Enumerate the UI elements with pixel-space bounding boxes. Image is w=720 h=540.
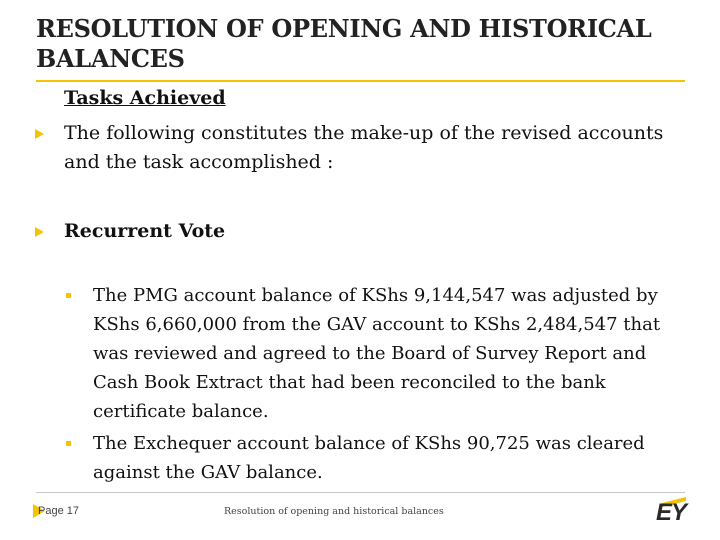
footer-caption: Resolution of opening and historical balances <box>224 506 444 517</box>
sub-bullet-text: The PMG account balance of KShs 9,144,547 was adjusted by KShs 6,660,000 from the GAV account to KShs 2,484,547 that was reviewed and agreed to the Board of Survey Report and Cash Book Extract that had been reconciled to the bank certificate balance. <box>93 285 661 422</box>
square-bullet-icon <box>66 293 71 298</box>
arrow-bullet-icon <box>35 129 44 139</box>
sub-bullet-text: The Exchequer account balance of KShs 90,725 was cleared against the GAV balance. <box>93 433 645 483</box>
footer-divider <box>36 492 685 493</box>
arrow-bullet-icon <box>35 227 44 237</box>
bullet-heading-text: Recurrent Vote <box>64 220 226 242</box>
bullet-text: The following constitutes the make-up of the revised accounts and the task accomplished : <box>64 122 664 173</box>
page-number: Page 17 <box>38 505 79 517</box>
slide-title: RESOLUTION OF OPENING AND HISTORICAL BALANCES <box>36 14 652 73</box>
title-underline-rule <box>36 80 685 82</box>
square-bullet-icon <box>66 441 71 446</box>
section-subheading: Tasks Achieved <box>64 87 226 109</box>
ey-logo: EY <box>656 499 687 526</box>
